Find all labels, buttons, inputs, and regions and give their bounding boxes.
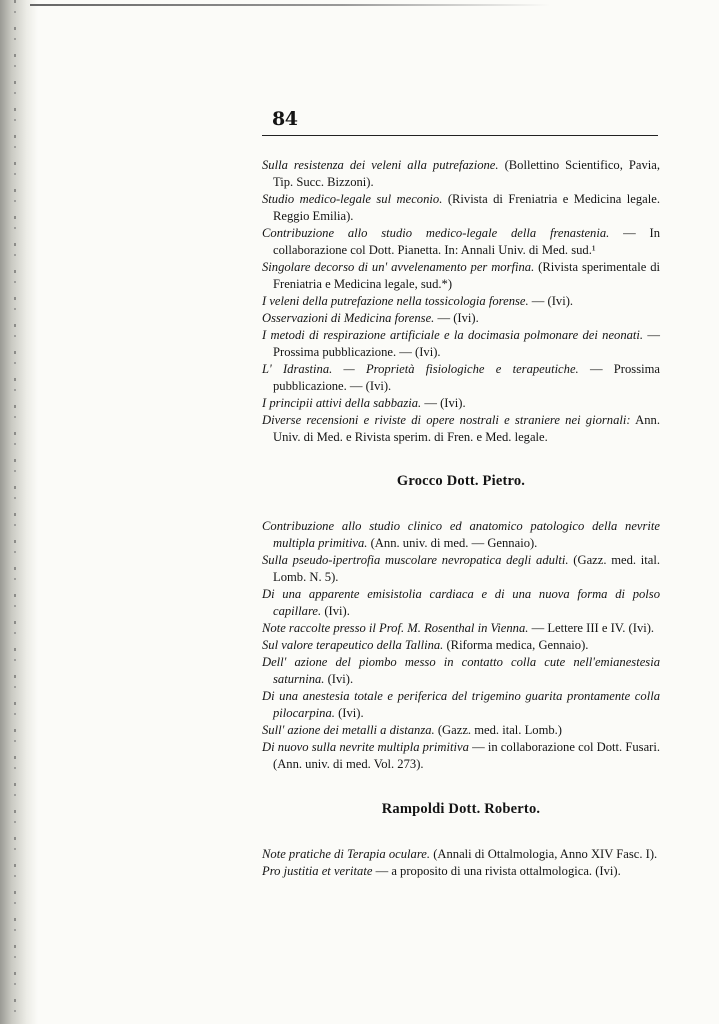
entry-details: (Bollettino Scientifico, Pavia, Tip. Succ. Bizzoni). <box>273 158 660 189</box>
list-item <box>262 552 660 586</box>
list-item <box>262 327 660 361</box>
entry-details: (Rivista sperimentale di Freniatria e Medicina legale, sud.*) <box>273 260 661 291</box>
section-continued <box>262 157 660 446</box>
author-publications <box>262 846 660 880</box>
list-item <box>262 654 660 688</box>
entry-title: Sulla resistenza dei veleni alla putrefazione. <box>262 158 499 172</box>
author-heading: Grocco Dott. Pietro. <box>396 473 526 489</box>
entry-title: I metodi di respirazione artificiale e la docimasia polmonare dei neonati. <box>262 328 644 342</box>
entry-details: — (Ivi). <box>531 294 574 308</box>
entry-title: Sull' azione dei metalli a distanza. <box>262 723 435 737</box>
entry-details: Ann. Univ. di Med. e Rivista sperim. di Fren. e Med. legale. <box>273 413 660 444</box>
entry-title: Di nuovo sulla nevrite multipla primitiva <box>262 740 469 754</box>
entry-details: (Gazz. med. ital. Lomb.) <box>437 723 563 737</box>
entry-title: Pro justitia et veritate <box>262 864 373 878</box>
list-item <box>262 259 660 293</box>
list-item <box>262 225 660 259</box>
entry-title: Dell' azione del piombo messo in contatto colla cute nell'emianestesia saturnina. <box>262 655 660 686</box>
entry-title: Osservazioni di Medicina forense. <box>262 311 435 325</box>
author-heading: Rampoldi Dott. Roberto. <box>381 801 541 817</box>
entry-title: Singolare decorso di un' avvelenamento per morfina. <box>262 260 535 274</box>
list-item <box>262 395 660 412</box>
author-publications <box>262 518 660 773</box>
entry-details: (Rivista di Freniatria e Medicina legale. Reggio Emilia). <box>273 192 661 223</box>
entry-title: Note pratiche di Terapia oculare. <box>262 847 431 861</box>
entry-details: (Annali di Ottalmologia, Anno XIV Fasc. I). <box>433 847 658 861</box>
entry-title: Di una anestesia totale e periferica del trigemino guarita prontamente colla pilocarpina. <box>262 689 660 720</box>
list-item <box>262 722 660 739</box>
page-number: 84 <box>272 108 298 130</box>
entry-title: I principii attivi della sabbazia. <box>262 396 422 410</box>
entry-details: — Prossima pubblicazione. — (Ivi). <box>273 328 660 359</box>
entry-details: — in collaborazione col Dott. Fusari. (Ann. univ. di med. Vol. 273). <box>273 740 661 771</box>
entry-title: Contribuzione allo studio medico-legale della frenastenia. <box>262 226 610 240</box>
entry-details: — a proposito di una rivista ottalmologica. (Ivi). <box>375 864 621 878</box>
entry-title: Diverse recensioni e riviste di opere nostrali e straniere nei giornali: <box>262 413 631 427</box>
list-item <box>262 361 660 395</box>
entry-details: (Ivi). <box>324 604 350 618</box>
entry-title: Studio medico-legale sul meconio. <box>262 192 443 206</box>
list-item <box>262 157 660 191</box>
entry-details: (Gazz. med. ital. Lomb. N. 5). <box>273 553 660 584</box>
scan-top-edge <box>30 4 550 6</box>
entry-title: Contribuzione allo studio clinico ed anatomico patologico della nevrite multipla primitiva. <box>262 519 660 550</box>
list-item <box>262 846 660 863</box>
scanned-page-edge <box>0 0 38 1024</box>
entry-details: (Ivi). <box>327 672 354 686</box>
entry-title: Di una apparente emisistolia cardiaca e di una nuova forma di polso capillare. <box>262 587 660 618</box>
list-item <box>262 518 660 552</box>
entry-title: Sul valore terapeutico della Tallina. <box>262 638 444 652</box>
entry-details: — (Ivi). <box>424 396 466 410</box>
entry-details: — Prossima pubblicazione. — (Ivi). <box>273 362 660 393</box>
entry-details: (Riforma medica, Gennaio). <box>446 638 589 652</box>
header-rule <box>262 135 658 136</box>
list-item <box>262 293 660 310</box>
entry-title: L' Idrastina. — Proprietà fisiologiche e terapeutiche. <box>262 362 579 376</box>
entry-details: (Ivi). <box>338 706 364 720</box>
entry-details: — Lettere III e IV. (Ivi). <box>531 621 655 635</box>
list-item <box>262 739 660 773</box>
list-item <box>262 637 660 654</box>
bibliography-list <box>262 157 660 880</box>
entry-title: Note raccolte presso il Prof. M. Rosenthal in Vienna. <box>262 621 529 635</box>
list-item <box>262 586 660 620</box>
entry-title: Sulla pseudo-ipertrofia muscolare nevropatica degli adulti. <box>262 553 569 567</box>
list-item <box>262 688 660 722</box>
list-item <box>262 620 660 637</box>
entry-details: — In collaborazione col Dott. Pianetta. In: Annali Univ. di Med. sud.¹ <box>273 226 661 257</box>
entry-title: I veleni della putrefazione nella tossicologia forense. <box>262 294 529 308</box>
list-item <box>262 863 660 880</box>
list-item <box>262 310 660 327</box>
list-item <box>262 412 660 446</box>
list-item <box>262 191 660 225</box>
entry-details: — (Ivi). <box>437 311 479 325</box>
entry-details: (Ann. univ. di med. — Gennaio). <box>370 536 538 550</box>
